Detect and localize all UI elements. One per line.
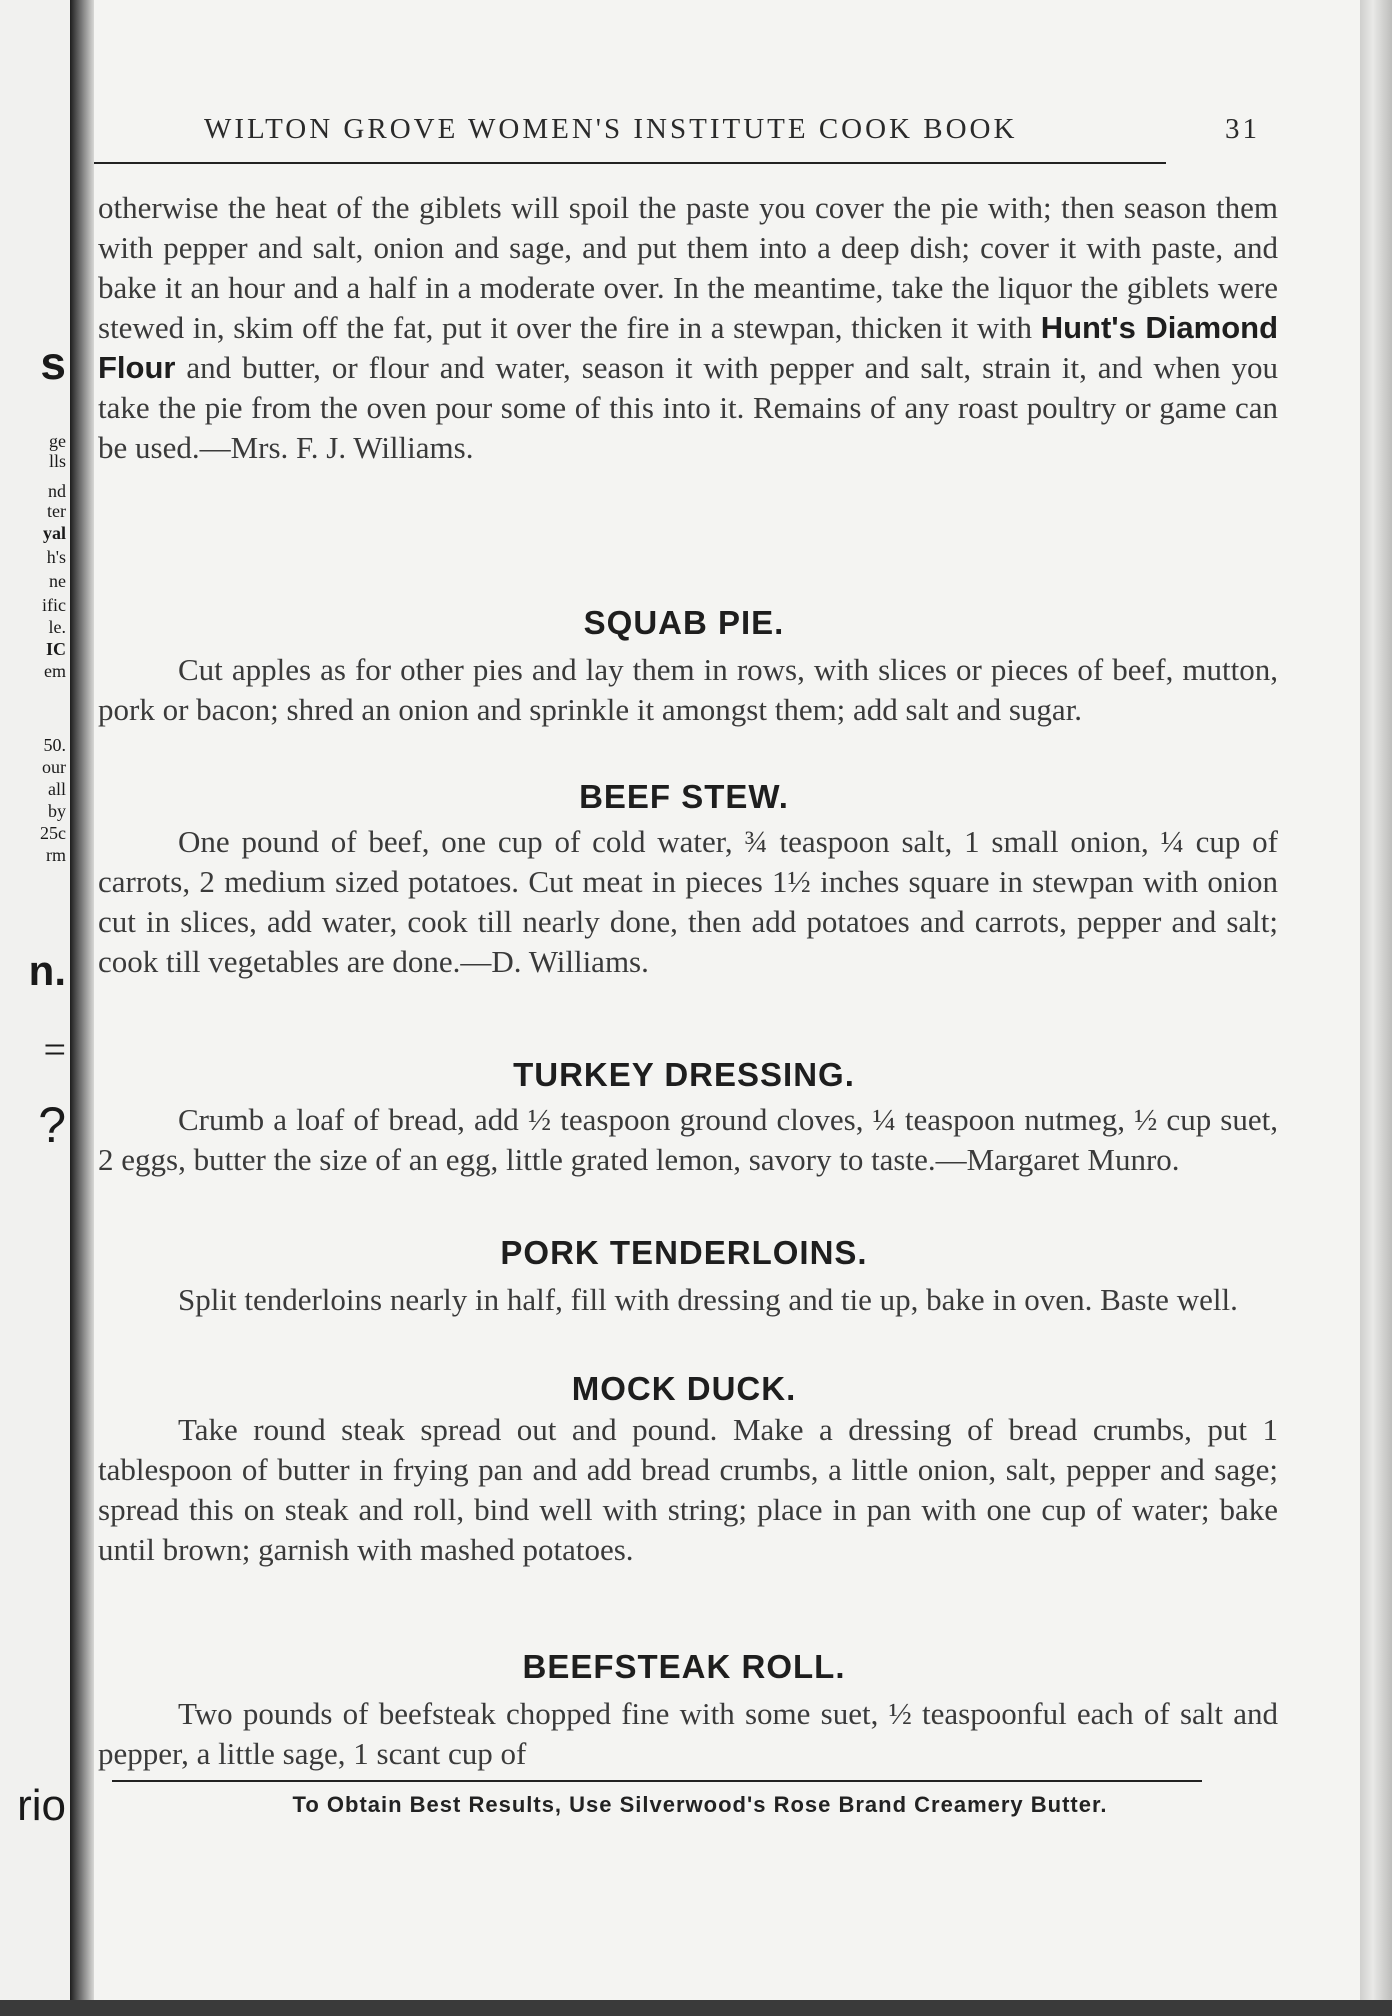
facing-page-fragment: lls: [48, 451, 66, 471]
facing-page-fragment: ?: [38, 1097, 66, 1153]
facing-page-fragment: s: [40, 337, 66, 389]
intro-text: otherwise the heat of the giblets will spoil the paste you cover the pie with; then season them with pepper and salt, onion and sage, and put them into a deep dish; cover it with paste, and bake it an hour and a half in a moderate over. In the meantime, take the liquor the giblets were stewed in, skim off the fat, put it over the fire in a stewpan, thicken it with: [98, 190, 1278, 345]
facing-page-fragment: our: [42, 757, 66, 777]
recipe-title: TURKEY DRESSING.: [513, 1056, 855, 1093]
page-edge: [1360, 0, 1392, 2016]
recipe-title: SQUAB PIE.: [583, 604, 785, 641]
book-title: WILTON GROVE WOMEN'S INSTITUTE COOK BOOK: [204, 113, 1018, 145]
facing-page-fragment: em: [44, 661, 66, 681]
facing-page-fragment: ge: [49, 431, 66, 451]
recipe-title: BEEFSTEAK ROLL.: [522, 1648, 846, 1685]
footer-advert: To Obtain Best Results, Use Silverwood's Rose Brand Creamery Butter.: [292, 1792, 1108, 1817]
recipe-text: [98, 1280, 1278, 1320]
facing-page-fragment: h's: [46, 547, 66, 567]
facing-page-fragment: 50.: [43, 735, 66, 755]
recipe-text: [98, 1100, 1278, 1180]
facing-page-fragment: by: [48, 801, 66, 821]
facing-page-fragment: 25c: [40, 823, 66, 843]
facing-page-fragment: yal: [42, 523, 66, 543]
recipe-body: Two pounds of beefsteak chopped fine with some suet, ½ teaspoonful each of salt and pepper, a little sage, 1 scant cup of: [98, 1696, 1278, 1771]
facing-page-fragment: all: [48, 779, 66, 799]
recipe-body: Cut apples as for other pies and lay them in rows, with slices or pieces of beef, mutton, pork or bacon; shred an onion and sprinkle it amongst them; add salt and sugar.: [98, 652, 1278, 727]
facing-page-fragment: n.: [28, 947, 66, 994]
intro-text-end: and butter, or flour and water, season it with pepper and salt, strain it, and when you take the pie from the oven pour some of this into it. Remains of any roast poultry or game can be used.—Mrs. F. J. Williams.: [98, 350, 1278, 465]
recipe-title: PORK TENDERLOINS.: [500, 1234, 868, 1271]
intro-paragraph: [98, 188, 1278, 468]
recipe-text: [98, 1694, 1278, 1774]
recipe-title: MOCK DUCK.: [571, 1370, 797, 1407]
page-number: 31: [1225, 113, 1260, 145]
facing-page-fragment: rio: [17, 1781, 66, 1830]
facing-page-fragment: ific: [42, 595, 66, 615]
facing-page-fragment: ter: [47, 501, 66, 521]
flour-brand: Hunt's Diamond Flour: [98, 310, 1279, 385]
recipe-body: Split tenderloins nearly in half, fill with dressing and tie up, bake in oven. Baste well.: [178, 1282, 1238, 1317]
footer-rule: [112, 1780, 1202, 1782]
recipe-text: [98, 650, 1278, 730]
recipe-body: One pound of beef, one cup of cold water, ¾ teaspoon salt, 1 small onion, ¼ cup of carrots, 2 medium sized potatoes. Cut meat in pieces 1½ inches square in stewpan with onion cut in slices, add water, cook till nearly done, then add potatoes and carrots, pepper and salt; cook till vegetables are done.—D. Williams.: [98, 824, 1278, 979]
recipe-text: [98, 822, 1278, 982]
facing-page-fragment: IC: [45, 639, 66, 659]
recipe-body: Crumb a loaf of bread, add ½ teaspoon ground cloves, ¼ teaspoon nutmeg, ½ cup suet, 2 eggs, butter the size of an egg, little grated lemon, savory to taste.—Margaret Munro.: [98, 1102, 1278, 1177]
facing-page-edge: [0, 0, 70, 2016]
facing-page-fragment: ne: [49, 571, 66, 591]
facing-page-fragment: =: [43, 1027, 66, 1072]
page-bottom-edge: [0, 2000, 1392, 2016]
cookbook-page: [94, 0, 1360, 2000]
recipe-body: Take round steak spread out and pound. Make a dressing of bread crumbs, put 1 tablespoon of butter in frying pan and add bread crumbs, a little onion, salt, pepper and sage; spread this on steak and roll, bind well with string; place in pan with one cup of water; bake until brown; garnish with mashed potatoes.: [98, 1412, 1278, 1567]
recipe-text: [98, 1410, 1278, 1570]
recipe-title: BEEF STEW.: [579, 778, 789, 815]
book-gutter: [70, 0, 94, 2016]
facing-page-fragment: rm: [46, 845, 66, 865]
running-header: [150, 113, 1260, 146]
facing-page-fragment: nd: [48, 481, 66, 501]
header-rule: [94, 162, 1166, 164]
facing-page-fragment: le.: [48, 617, 66, 637]
